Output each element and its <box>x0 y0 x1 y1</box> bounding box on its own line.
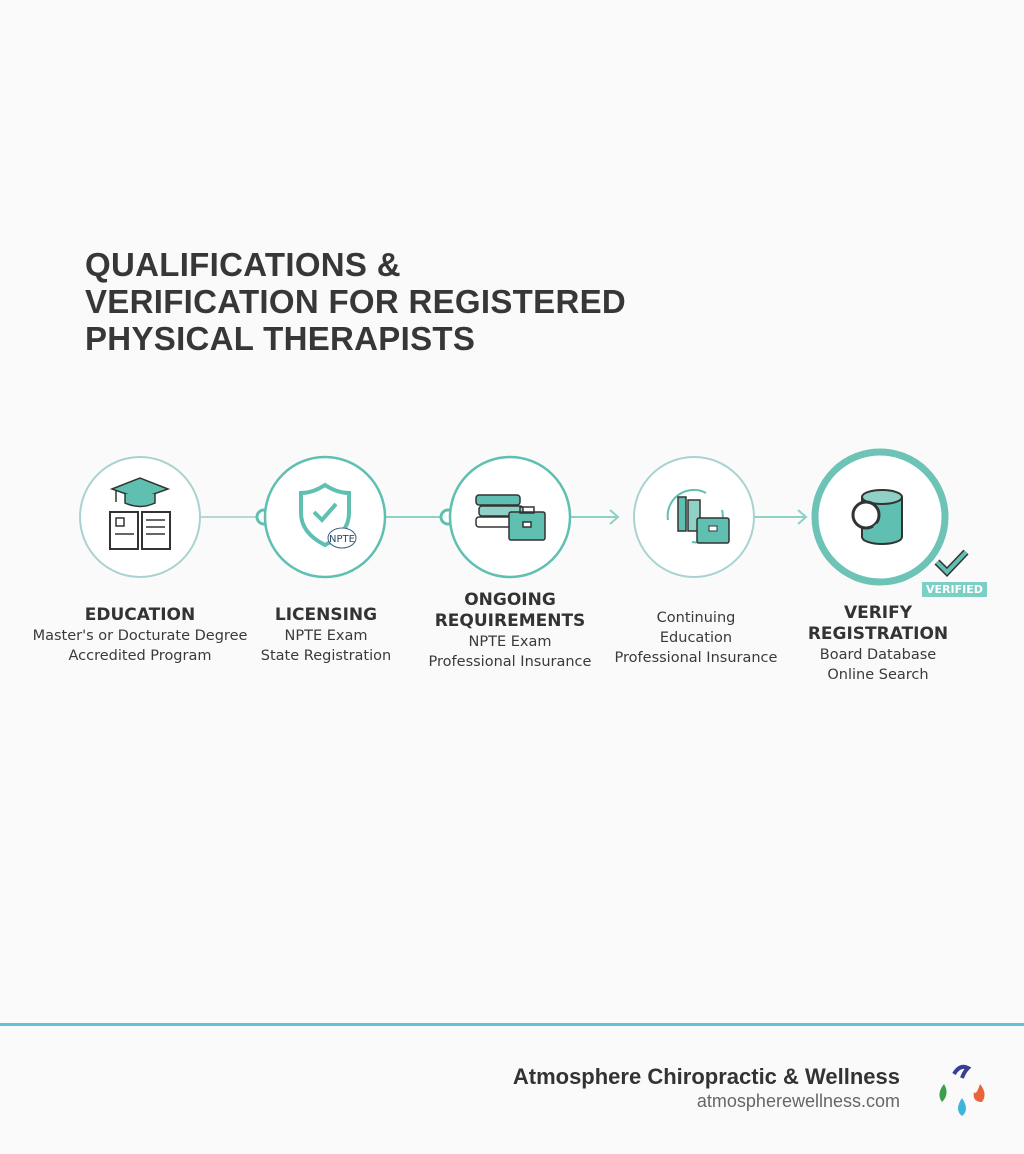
step-line: Online Search <box>827 667 929 683</box>
step-line: Professional Insurance <box>428 654 592 670</box>
step-line: Board Database <box>819 647 937 663</box>
step-heading: REQUIREMENTS <box>434 611 586 631</box>
brand-logo-icon <box>932 1062 992 1124</box>
step-heading: REGISTRATION <box>807 624 949 644</box>
step-line: Master's or Docturate Degree <box>32 628 248 644</box>
step-heading: EDUCATION <box>84 605 196 625</box>
npte-seal-text: NPTE <box>329 534 355 545</box>
step-line: Education <box>659 630 733 646</box>
step-heading: LICENSING <box>274 605 378 625</box>
title-line: VERIFICATION FOR REGISTERED <box>85 283 627 320</box>
step-line: NPTE Exam <box>284 628 368 644</box>
step-line: Professional Insurance <box>614 650 778 666</box>
footer-divider <box>0 1023 1024 1026</box>
step-line: State Registration <box>260 648 392 664</box>
brand-name: Atmosphere Chiropractic & Wellness <box>512 1064 900 1089</box>
footer-brand <box>513 1064 900 1112</box>
step-verify <box>768 603 988 685</box>
title-line: QUALIFICATIONS & <box>85 246 401 283</box>
brand-url[interactable]: atmospherewellness.com <box>696 1091 900 1111</box>
step-line: Continuing <box>656 610 736 626</box>
step-line: NPTE Exam <box>468 634 552 650</box>
page-title <box>85 246 626 357</box>
step-line: Accredited Program <box>68 648 212 664</box>
process-flow <box>0 430 1024 590</box>
step-circle-education <box>80 457 200 577</box>
title-line: PHYSICAL THERAPISTS <box>85 320 476 357</box>
step-heading: ONGOING <box>464 590 556 610</box>
step-heading: VERIFY <box>843 603 913 623</box>
verified-badge: VERIFIED <box>922 582 987 597</box>
